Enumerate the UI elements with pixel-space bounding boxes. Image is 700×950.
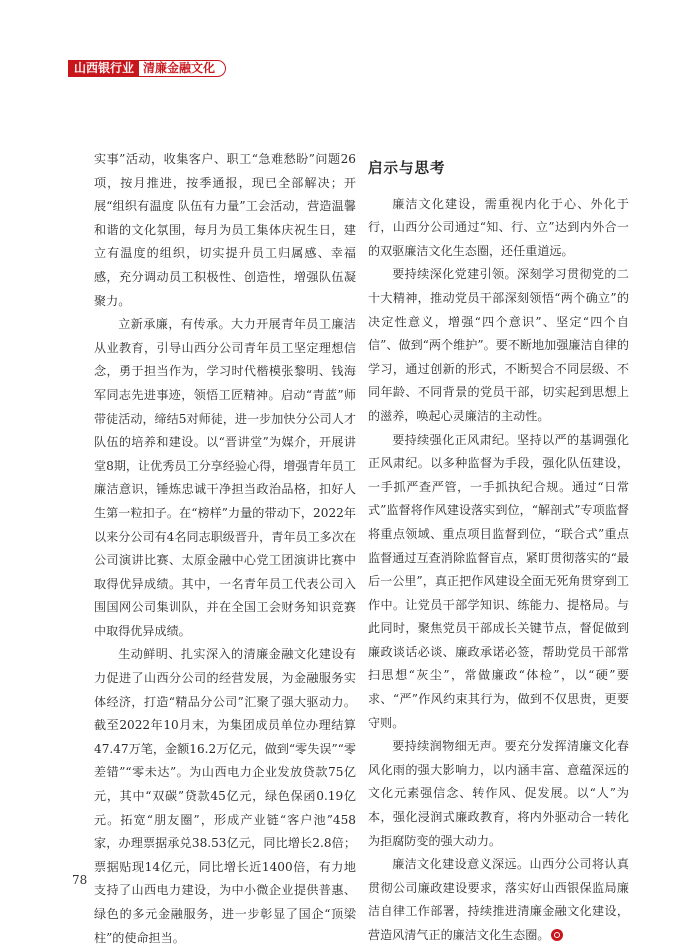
paragraph: 生动鲜明、扎实深入的清廉金融文化建设有力促进了山西分公司的经营发展，为金融服务实体经济，打造“精品分公司”汇聚了强大驱动力。截至2022年10月末，为集团成员单位办理结算47.47万笔，金额16.2万亿元，做到“零失误”“零差错”“零未达”。为山西电力企业发放贷款75亿元，其中“双碳”贷款45亿元，绿色保函0.19亿元。拓宽“朋友圈”，形成产业链“客户池”458家，办理票据承兑38.53亿元，同比增长2.8倍；票据贴现14亿元，同比增长近1400倍，有力地支持了山西电力建设，为中小微企业提供普惠、绿色的多元金融服务，进一步彰显了国企“顶梁柱”的使命担当。 — [94, 647, 356, 945]
section-tag: 山西银行业 — [68, 60, 139, 77]
paragraph: 要持续深化党建引领。深刻学习贯彻党的二十大精神，推动党员干部深刻领悟“两个确立”的决定性意义，增强“四个意识”、坚定“四个自信”、做到“两个维护”。要不断地加强廉洁自律的学习，通过创新的形式，不断契合不同层级、不同年龄、不同背景的党员干部，切实起到思想上的滋养，唤起心灵廉洁的主动性。 — [368, 267, 629, 423]
end-mark-icon — [551, 929, 563, 941]
paragraph: 廉洁文化建设，需重视内化于心、外化于行，山西分公司通过“知、行、立”达到内外合一的双驱廉洁文化生态圈，还任重道远。 — [368, 196, 629, 258]
right-column — [368, 158, 629, 948]
section-header — [68, 60, 226, 77]
section-heading: 启示与思考 — [368, 161, 446, 177]
paragraph-text: 廉洁文化建设意义深远。山西分公司将认真贯彻公司廉政建设要求，落实好山西银保监局廉洁自律工作部署，持续推进清廉金融文化建设，营造风清气正的廉洁文化生态圈。 — [368, 857, 629, 942]
left-column — [94, 148, 356, 950]
page-number: 78 — [72, 873, 88, 887]
paragraph: 立新承廉，有传承。大力开展青年员工廉洁从业教育，引导山西分公司青年员工坚定理想信念，勇于担当作为，学习时代楷模张黎明、钱海军同志先进事迹，领悟工匠精神。启动“青蓝”师带徒活动，缔结5对师徒，进一步加快分公司人才队伍的培养和建设。以“晋讲堂”为媒介，开展讲堂8期，让优秀员工分享经验心得，增强青年员工廉洁意识，锤炼忠诚干净担当政治品格，扣好人生第一粒扣子。在“榜样”力量的带动下，2022年以来分公司有4名同志职级晋升，青年员工多次在公司演讲比赛、太原金融中心党工团演讲比赛中取得优异成绩。其中，一名青年员工代表公司入围国网公司集训队，并在全国工会财务知识竞赛中取得优异成绩。 — [94, 317, 356, 638]
paragraph: 要持续润物细无声。要充分发挥清廉文化春风化雨的强大影响力，以内涵丰富、意蕴深远的文化元素强信念、转作风、促发展。以“人”为本，强化浸润式廉政教育，将内外驱动合一转化为拒腐防变的强大动力。 — [368, 739, 629, 848]
paragraph-last — [368, 853, 629, 947]
topic-tag: 清廉金融文化 — [139, 60, 226, 77]
paragraph: 要持续强化正风肃纪。坚持以严的基调强化正风肃纪。以多种监督为手段，强化队伍建设，一手抓严查严管，一手抓执纪合规。通过“日常式”监督将作风建设落实到位，“解剖式”专项监督将重点领域、重点项目监督到位，“联合式”重点监督通过互查消除监督盲点，紧盯贯彻落实的“最后一公里”，真正把作风建设全面无死角贯穿到工作中。让党员干部学知识、练能力、提格局。与此同时，聚焦党员干部成长关键节点，督促做到廉政谈话必谈、廉政承诺必签，帮助党员干部常扫思想“灰尘”，常做廉政“体检”，以“硬”要求、“严”作风约束其行为，做到不仅思贵，更要守则。 — [368, 432, 629, 730]
paragraph: 实事”活动，收集客户、职工“急难愁盼”问题26项，按月推进，按季通报，现已全部解决；开展“组织有温度 队伍有力量”工会活动，营造温馨和谐的文化氛围，每月为员工集体庆祝生日，建立有温度的组织，切实提升员工归属感、幸福感，充分调动员工积极性、创造性，增强队伍凝聚力。 — [94, 152, 356, 308]
